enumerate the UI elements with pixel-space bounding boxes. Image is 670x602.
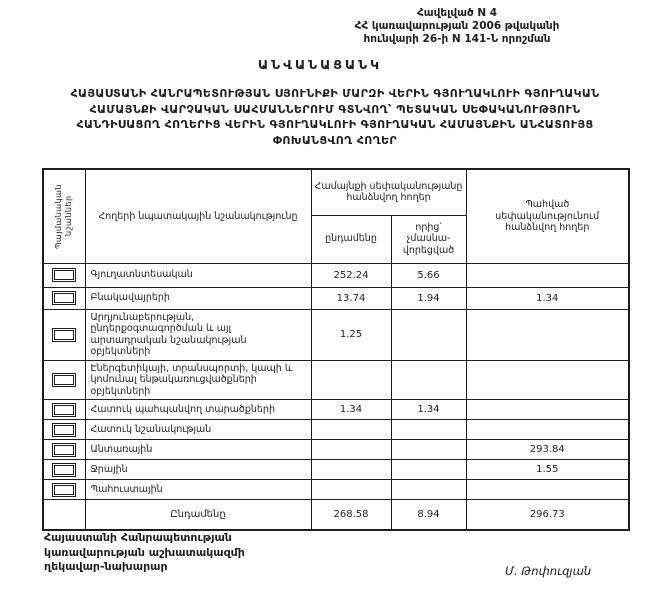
legend-cell xyxy=(43,440,85,460)
value-state-cell xyxy=(466,420,629,440)
legend-cell xyxy=(43,480,85,500)
value-total-cell xyxy=(311,420,391,440)
value-total-cell xyxy=(311,360,391,400)
signatory-title-block xyxy=(44,531,245,575)
total-value-total-cell: 268.58 xyxy=(311,500,391,530)
subtitle-line-2: ՀԱՄԱՅՆՔԻ ՎԱՐՉԱԿԱՆ ՍԱՀՄԱՆՆԵՐՈՒՄ ԳՏՆՎՈՂ՝ ՊԵՏԱԿԱՆ ՍԵՓԱԿԱՆՈՒԹՅՈՒՆ xyxy=(89,102,581,116)
value-unprivatized-cell: 1.34 xyxy=(391,400,466,420)
land-category-cell: Հատուկ նշանակության xyxy=(85,420,311,440)
legend-box xyxy=(52,463,76,477)
land-category-cell: Անտառային xyxy=(85,440,311,460)
table-row xyxy=(43,420,629,440)
land-table-wrapper xyxy=(42,168,630,531)
legend-box xyxy=(52,328,76,342)
legend-cell xyxy=(43,360,85,400)
subtitle-line-4: ՓՈԽԱՆՑՎՈՂ ՀՈՂԵՐ xyxy=(272,133,398,147)
legend-box xyxy=(52,443,76,457)
table-row xyxy=(43,400,629,420)
value-state-cell xyxy=(466,480,629,500)
land-category-cell: Էներգետիկայի, տրանսպորտի, կապի և կոմունալ ենթակառուցվածքների օբյեկտների xyxy=(85,360,311,400)
value-total-cell: 13.74 xyxy=(311,287,391,309)
subtitle-line-1: ՀԱՅԱՍՏԱՆԻ ՀԱՆՐԱՊԵՏՈՒԹՅԱՆ ՍՅՈՒՆԻՔԻ ՄԱՐԶԻ ՎԵՐԻՆ ԳՅՈՒՂԱԿԼՈՒԻ ԳՅՈՒՂԱԿԱՆ xyxy=(70,87,600,100)
legend-box xyxy=(52,291,76,305)
table-row xyxy=(43,287,629,309)
signature-name: Մ. Թոփուզյան xyxy=(505,564,592,578)
value-state-cell: 1.55 xyxy=(466,460,629,480)
legend-box xyxy=(52,403,76,417)
legend-cell xyxy=(43,263,85,287)
col-header-community-group: Համայնքի սեփականությանը հանձնվող հողեր xyxy=(311,169,466,215)
legend-box xyxy=(52,483,76,497)
document-subtitle xyxy=(5,86,665,148)
table-row xyxy=(43,309,629,360)
table-row xyxy=(43,440,629,460)
signatory-line-2: կառավարության աշխատակազմի xyxy=(44,545,245,559)
signatory-line-3: ղեկավար-նախարար xyxy=(44,560,168,573)
total-value-state-cell: 296.73 xyxy=(466,500,629,530)
col-header-symbols xyxy=(43,169,85,263)
subtitle-line-3: ՀԱՆԴԻՍԱՑՈՂ ՀՈՂԵՐԻՑ ՎԵՐԻՆ ԳՅՈՒՂԱԿԼՈՒԻ ԳՅՈՒՂԱԿԱՆ ՀԱՄԱՅՆՔԻՆ ԱՆՀԱՏՈՒՅՑ xyxy=(76,118,594,131)
legend-cell xyxy=(43,287,85,309)
annex-reference xyxy=(314,7,600,46)
land-category-cell: Գյուղատնտեսական xyxy=(85,263,311,287)
land-category-cell: Ջրային xyxy=(85,460,311,480)
total-label-cell: Ընդամենը xyxy=(85,500,311,530)
value-state-cell xyxy=(466,263,629,287)
document-title: ԱՆՎԱՆԱՑԱՆԿ xyxy=(257,57,383,72)
table-row xyxy=(43,360,629,400)
legend-box xyxy=(52,423,76,437)
value-total-cell: 1.34 xyxy=(311,400,391,420)
value-unprivatized-cell xyxy=(391,420,466,440)
value-state-cell xyxy=(466,360,629,400)
legend-cell xyxy=(43,460,85,480)
land-transfer-table xyxy=(42,168,630,531)
legend-cell xyxy=(43,309,85,360)
table-row xyxy=(43,460,629,480)
value-total-cell xyxy=(311,460,391,480)
value-unprivatized-cell: 5.66 xyxy=(391,263,466,287)
annex-line-2: ՀՀ կառավարության 2006 թվականի xyxy=(354,20,560,32)
land-category-cell: Հատուկ պահպանվող տարածքների xyxy=(85,400,311,420)
land-category-cell: Պահուստային xyxy=(85,480,311,500)
legend-box xyxy=(52,268,76,282)
land-category-cell: Բնակավայրերի xyxy=(85,287,311,309)
col-header-total: ընդամենը xyxy=(311,215,391,263)
value-total-cell xyxy=(311,480,391,500)
land-category-cell: Արդյունաբերության, ընդերքօգտագործման և այլ արտադրական նշանակության օբյեկտների xyxy=(85,309,311,360)
col-header-symbols-label: Պայմանական նշաններ xyxy=(54,183,74,249)
value-unprivatized-cell xyxy=(391,309,466,360)
table-row xyxy=(43,263,629,287)
annex-line-1: Հավելված N 4 xyxy=(416,7,498,19)
value-state-cell xyxy=(466,309,629,360)
table-total-row xyxy=(43,500,629,530)
col-header-state-kept: Պահված սեփականությունում հանձնվող հողեր xyxy=(466,169,629,263)
value-unprivatized-cell: 1.94 xyxy=(391,287,466,309)
value-unprivatized-cell xyxy=(391,360,466,400)
value-unprivatized-cell xyxy=(391,440,466,460)
value-state-cell: 293.84 xyxy=(466,440,629,460)
col-header-unprivatized: որից՝ չմասնա-վորեցված xyxy=(391,215,466,263)
col-header-purpose: Հողերի նպատակային նշանակությունը xyxy=(85,169,311,263)
value-total-cell xyxy=(311,440,391,460)
value-state-cell xyxy=(466,400,629,420)
legend-cell xyxy=(43,420,85,440)
signatory-line-1: Հայաստանի Հանրապետության xyxy=(44,531,232,544)
total-value-unprivatized-cell: 8.94 xyxy=(391,500,466,530)
value-total-cell: 1.25 xyxy=(311,309,391,360)
legend-box xyxy=(52,373,76,387)
value-unprivatized-cell xyxy=(391,480,466,500)
value-unprivatized-cell xyxy=(391,460,466,480)
legend-cell-empty xyxy=(43,500,85,530)
value-total-cell: 252.24 xyxy=(311,263,391,287)
value-state-cell: 1.34 xyxy=(466,287,629,309)
table-row xyxy=(43,480,629,500)
legend-cell xyxy=(43,400,85,420)
annex-line-3: հունվարի 26-ի N 141-Ն որոշման xyxy=(363,33,551,45)
